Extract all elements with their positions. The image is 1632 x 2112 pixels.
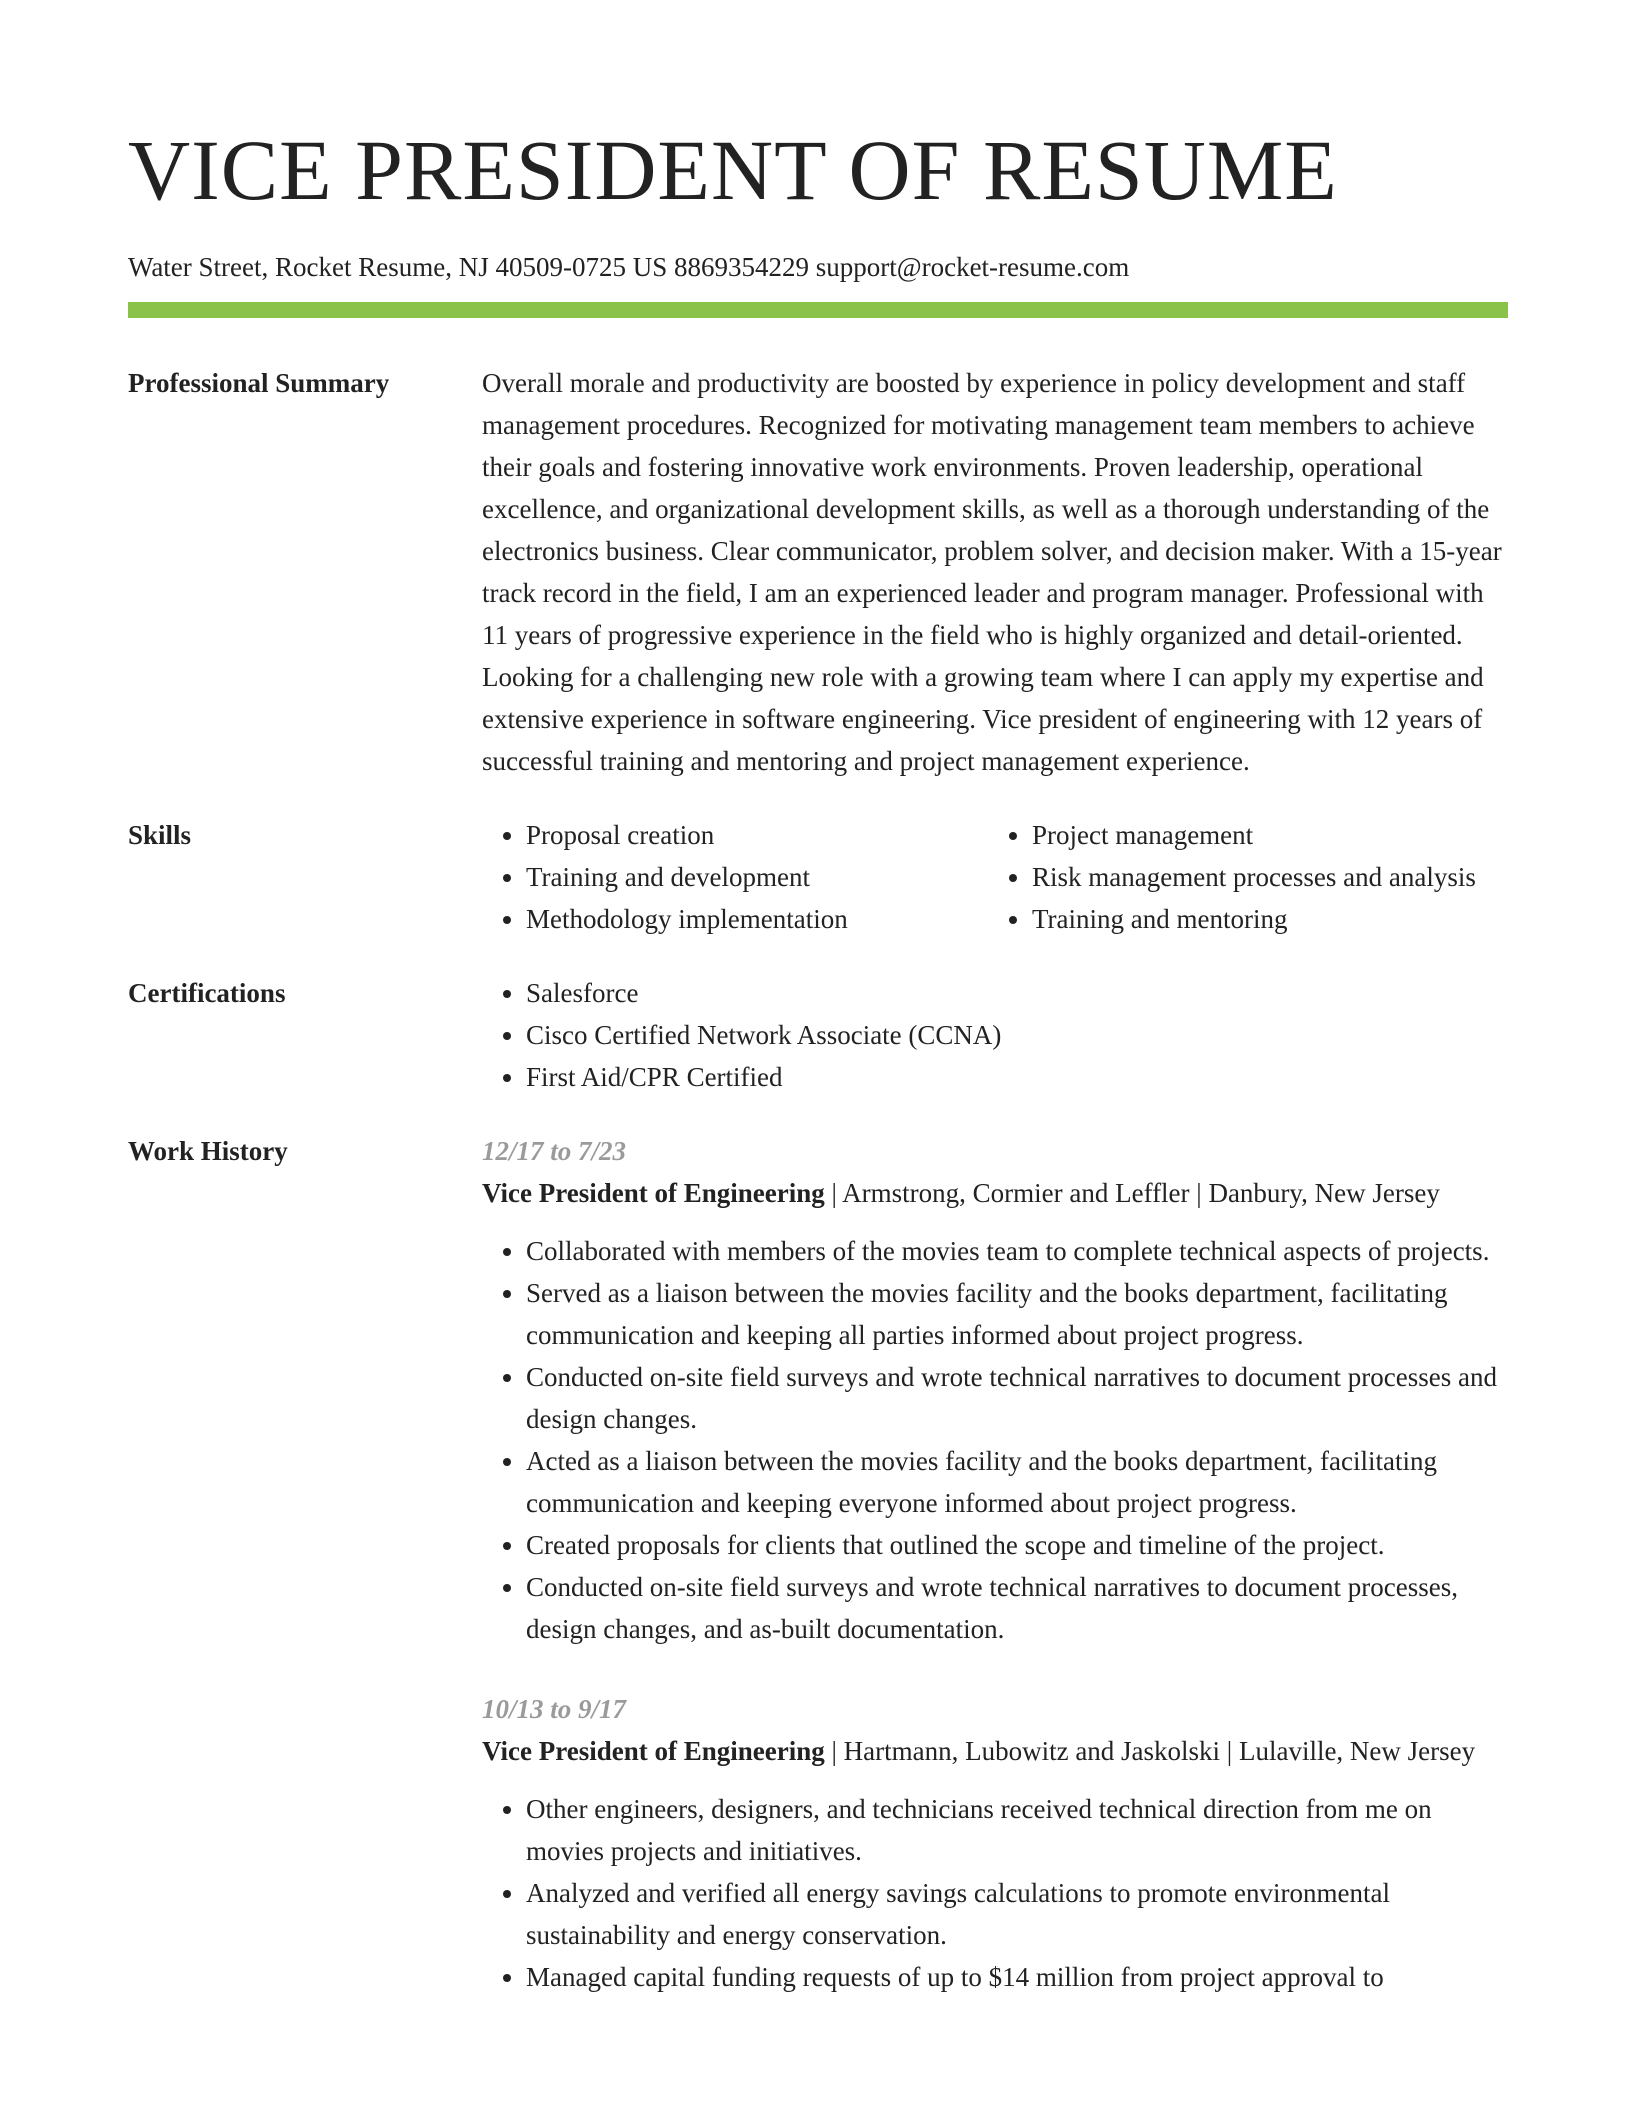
job-details: | Armstrong, Cormier and Leffler | Danbury, New Jersey: [824, 1178, 1440, 1208]
work-history-label: Work History: [128, 1136, 288, 1166]
job-bullet: • Conducted on-site field surveys and wrote technical narratives to document processes, design changes, and as-built documentation.: [526, 1566, 1508, 1650]
skill-item: • Training and mentoring: [1032, 898, 1508, 940]
work-history-section: [128, 1130, 1508, 2036]
skills-list-right: [988, 814, 1508, 940]
skills-section: [128, 814, 1508, 940]
resume-page: [128, 120, 1508, 2036]
certification-item: • First Aid/CPR Certified: [526, 1056, 1508, 1098]
skill-item: • Risk management processes and analysis: [1032, 856, 1508, 898]
job-bullet: • Conducted on-site field surveys and wrote technical narratives to document processes and design changes.: [526, 1356, 1508, 1440]
skill-item: • Training and development: [526, 856, 988, 898]
job-dates: 10/13 to 9/17: [482, 1694, 627, 1724]
summary-section: [128, 362, 1508, 782]
job-title-line: [482, 1172, 1508, 1214]
job-bullets: [482, 1230, 1508, 1650]
certifications-section: [128, 972, 1508, 1098]
certifications-label: Certifications: [128, 978, 286, 1008]
job-title: Vice President of Engineering: [482, 1178, 825, 1208]
job-bullet: • Collaborated with members of the movies team to complete technical aspects of projects.: [526, 1230, 1508, 1272]
job-details: | Hartmann, Lubowitz and Jaskolski | Lulaville, New Jersey: [824, 1736, 1476, 1766]
job-bullet: • Other engineers, designers, and technicians received technical direction from me on movies projects and initiatives.: [526, 1788, 1508, 1872]
skill-item: • Project management: [1032, 814, 1508, 856]
job-bullet: • Acted as a liaison between the movies facility and the books department, facilitating communication and keeping everyone informed about project progress.: [526, 1440, 1508, 1524]
job-title: Vice President of Engineering: [482, 1736, 825, 1766]
certification-item: • Cisco Certified Network Associate (CCNA): [526, 1014, 1508, 1056]
summary-text: Overall morale and productivity are boosted by experience in policy development and staff management procedures. Recognized for motivating management team members to achieve their goals and fostering innovative work environments. Proven leadership, operational excellence, and organizational development skills, as well as a thorough understanding of the electronics business. Clear communicator, problem solver, and decision maker. With a 15-year track record in the field, I am an experienced leader and program manager. Professional with 11 years of progressive experience in the field who is highly organized and detail-oriented. Looking for a challenging new role with a growing team where I can apply my expertise and extensive experience in software engineering. Vice president of engineering with 12 years of successful training and mentoring and project management experience.: [482, 368, 1502, 776]
resume-name: VICE PRESIDENT OF RESUME: [128, 122, 1338, 218]
summary-label: Professional Summary: [128, 368, 390, 398]
skills-list-left: [482, 814, 988, 940]
job-bullet: • Analyzed and verified all energy savings calculations to promote environmental sustainability and energy conservation.: [526, 1872, 1508, 1956]
certifications-list: [482, 972, 1508, 1098]
job-entry: [482, 1688, 1508, 1998]
job-entry: [482, 1130, 1508, 1650]
job-bullet: • Served as a liaison between the movies facility and the books department, facilitating communication and keeping all parties informed about project progress.: [526, 1272, 1508, 1356]
skill-item: • Proposal creation: [526, 814, 988, 856]
skill-item: • Methodology implementation: [526, 898, 988, 940]
job-dates: 12/17 to 7/23: [482, 1136, 627, 1166]
header-divider: [128, 302, 1508, 318]
job-bullets: [482, 1788, 1508, 1998]
job-title-line: [482, 1730, 1508, 1772]
job-bullet: • Managed capital funding requests of up to $14 million from project approval to: [526, 1956, 1508, 1998]
skills-label: Skills: [128, 820, 192, 850]
contact-line: Water Street, Rocket Resume, NJ 40509-0725 US 8869354229 support@rocket-resume.com: [128, 252, 1130, 282]
job-bullet: • Created proposals for clients that outlined the scope and timeline of the project.: [526, 1524, 1508, 1566]
certification-item: • Salesforce: [526, 972, 1508, 1014]
